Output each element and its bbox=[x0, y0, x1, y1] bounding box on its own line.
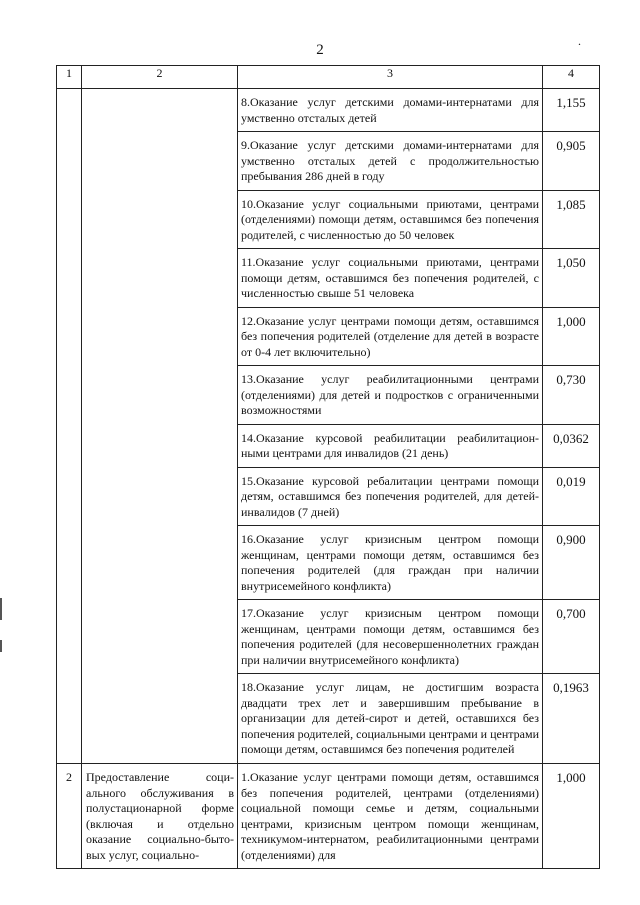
coefficient-cell: 0,900 bbox=[543, 526, 600, 600]
scan-edge-mark bbox=[0, 640, 2, 652]
coefficient-cell: 0,1963 bbox=[543, 674, 600, 764]
row-number-cell bbox=[57, 89, 82, 764]
service-description-cell: 15.Оказание курсовой ребалитации центрами помощи детям, оставшимся без попечения родителей, для детей-инвалидов (7 дней) bbox=[238, 467, 543, 526]
coefficient-cell: 0,730 bbox=[543, 366, 600, 425]
header-cell: 2 bbox=[82, 66, 238, 89]
service-name-cell bbox=[82, 89, 238, 764]
coefficient-cell: 1,085 bbox=[543, 190, 600, 249]
coefficient-cell: 1,000 bbox=[543, 307, 600, 366]
table-row-section-2 bbox=[57, 764, 600, 869]
service-description-cell: 1.Оказание услуг центрами помощи детям, оставшимся без попечения родителей, центрами (отделениями) социальной помощи семье и детям, социальными центрами, кризисным центром помощи женщинам, техникумом-интернатом, реабилитационными центрами (отделениями) для bbox=[238, 764, 543, 869]
table-row bbox=[57, 89, 600, 132]
service-description-cell: 9.Оказание услуг детскими домами-интернатами для умственно отсталых детей с продолжительностью пребывания 286 дней в году bbox=[238, 132, 543, 191]
service-description-cell: 18.Оказание услуг лицам, не достигшим возраста двадцати трех лет и завершившим пребывание в организации для детей-сирот и детей, оставшихся без попечения родителей, социальными центрами и центрами помощи детям, оставшимся без попечения родителей bbox=[238, 674, 543, 764]
header-cell: 3 bbox=[238, 66, 543, 89]
section-name-cell: Предоставление соци-ального обслуживания в полустационарной форме (включая и отдельно оказание социально-быто-вых услуг, социально- bbox=[82, 764, 238, 869]
service-description-cell: 12.Оказание услуг центрами помощи детям, оставшимся без попечения родителей (отделение для детей в возрасте от 0-4 лет включительно) bbox=[238, 307, 543, 366]
coefficient-cell: 1,000 bbox=[543, 764, 600, 869]
header-cell: 4 bbox=[543, 66, 600, 89]
service-description-cell: 14.Оказание курсовой реабилитации реабилитацион-ными центрами для инвалидов (21 день) bbox=[238, 424, 543, 467]
corner-mark: . bbox=[578, 34, 581, 48]
coefficient-cell: 1,050 bbox=[543, 249, 600, 308]
section-number-cell: 2 bbox=[57, 764, 82, 869]
service-description-cell: 16.Оказание услуг кризисным центром помощи женщинам, центрами помощи детям, оставшимся без попечения родителей (для граждан при наличии внутрисемейного конфликта) bbox=[238, 526, 543, 600]
scan-edge-mark bbox=[0, 598, 2, 620]
page-number: 2 bbox=[316, 42, 324, 58]
coefficient-cell: 0,019 bbox=[543, 467, 600, 526]
table-header-row bbox=[57, 66, 600, 89]
coefficient-cell: 0,700 bbox=[543, 600, 600, 674]
service-description-cell: 11.Оказание услуг социальными приютами, центрами помощи детям, оставшимся без попечения родителей, с численностью свыше 51 человека bbox=[238, 249, 543, 308]
header-cell: 1 bbox=[57, 66, 82, 89]
service-description-cell: 8.Оказание услуг детскими домами-интернатами для умственно отсталых детей bbox=[238, 89, 543, 132]
coefficient-cell: 0,905 bbox=[543, 132, 600, 191]
coefficient-cell: 1,155 bbox=[543, 89, 600, 132]
service-description-cell: 17.Оказание услуг кризисным центром помощи женщинам, центрами помощи детям, оставшимся без попечения родителей (для несовершеннолетних граждан при наличии внутрисемейного конфликта) bbox=[238, 600, 543, 674]
service-description-cell: 13.Оказание услуг реабилитационными центрами (отделениями) для детей и подростков с ограниченными возможностями bbox=[238, 366, 543, 425]
services-table bbox=[56, 65, 600, 869]
coefficient-cell: 0,0362 bbox=[543, 424, 600, 467]
service-description-cell: 10.Оказание услуг социальными приютами, центрами (отделениями) помощи детям, оставшимся без попечения родителей, с численностью до 50 человек bbox=[238, 190, 543, 249]
